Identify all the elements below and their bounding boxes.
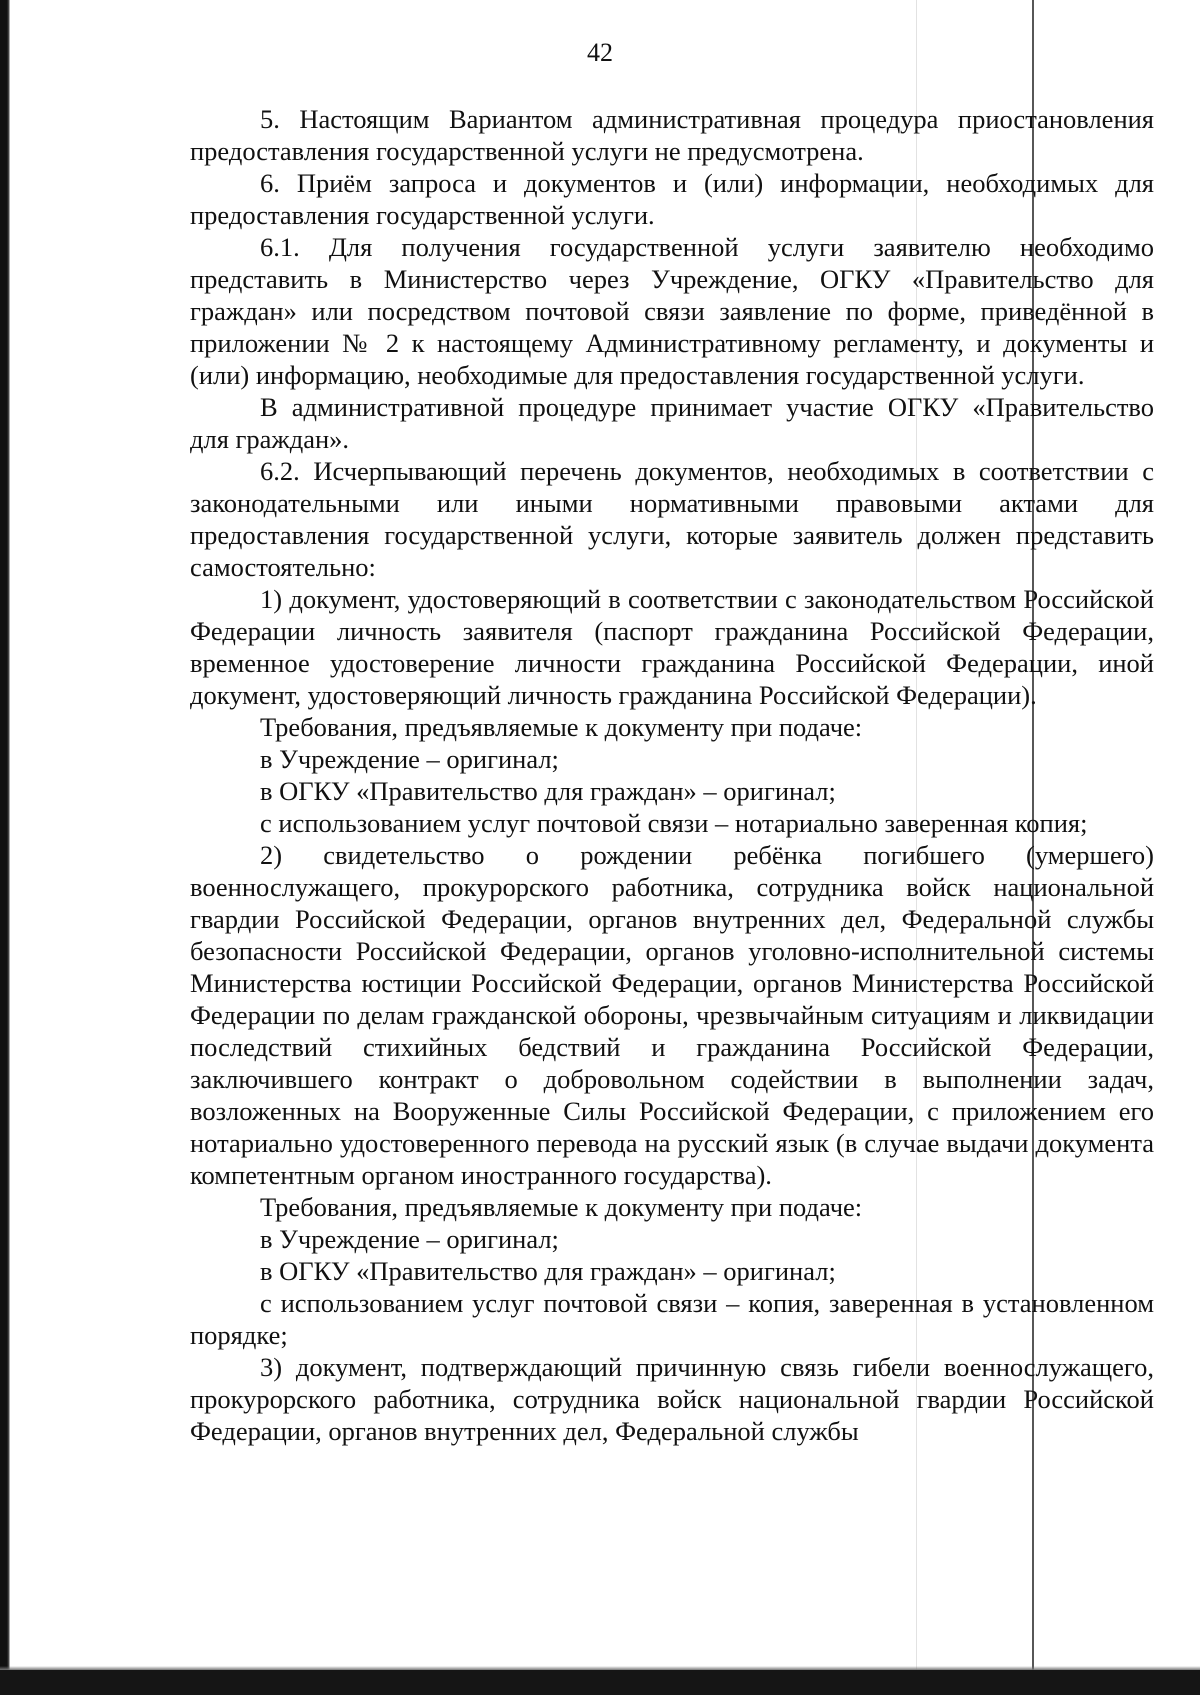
paragraph-participant: В административной процедуре принимает участие ОГКУ «Правительство для граждан».	[190, 392, 1154, 454]
list-item-3: 3) документ, подтверждающий причинную связь гибели военнослужащего, прокурорского работника, сотрудника войск национальной гвардии Российской Федерации, органов внутренних дел, Федеральной службы	[190, 1352, 1154, 1446]
paragraph-6-2: 6.2. Исчерпывающий перечень документов, необходимых в соответствии с законодательными или иными нормативными правовыми актами для предоставления государственной услуги, которые заявитель должен представить самостоятельно:	[190, 456, 1154, 582]
requirement-postal: с использованием услуг почтовой связи – копия, заверенная в установленном порядке;	[190, 1288, 1154, 1350]
paragraph-6-1: 6.1. Для получения государственной услуги заявителю необходимо представить в Министерство через Учреждение, ОГКУ «Правительство для граждан» или посредством почтовой связи заявление по форме, приведённой в приложении № 2 к настоящему Административному регламенту, и документы и (или) информацию, необходимые для предоставления государственной услуги.	[190, 232, 1154, 390]
paragraph-section-6: 6. Приём запроса и документов и (или) информации, необходимых для предоставления государственной услуги.	[190, 168, 1154, 230]
requirements-heading: Требования, предъявляемые к документу при подаче:	[260, 712, 863, 742]
requirement-postal: с использованием услуг почтовой связи – нотариально заверенная копия;	[260, 808, 1088, 838]
requirement-ogku: в ОГКУ «Правительство для граждан» – оригинал;	[260, 776, 836, 806]
page-number: 42	[587, 38, 613, 67]
document-body	[190, 103, 1154, 1447]
requirement-ogku: в ОГКУ «Правительство для граждан» – оригинал;	[260, 1256, 836, 1286]
requirements-heading: Требования, предъявляемые к документу при подаче:	[260, 1192, 863, 1222]
requirement-institution: в Учреждение – оригинал;	[260, 1224, 559, 1254]
paragraph-suspension: 5. Настоящим Вариантом административная процедура приостановления предоставления государственной услуги не предусмотрена.	[190, 104, 1154, 166]
scan-bottom-band	[0, 1670, 1200, 1695]
requirement-institution: в Учреждение – оригинал;	[260, 744, 559, 774]
scan-left-edge	[0, 0, 10, 1695]
list-item-2: 2) свидетельство о рождении ребёнка погибшего (умершего) военнослужащего, прокурорского работника, сотрудника войск национальной гвардии Российской Федерации, органов внутренних дел, Федеральной службы безопасности Российской Федерации, органов уголовно-исполнительной системы Министерства юстиции Российской Федерации, органов Министерства Российской Федерации по делам гражданской обороны, чрезвычайным ситуациям и ликвидации последствий стихийных бедствий и гражданина Российской Федерации, заключившего контракт о добровольном содействии в выполнении задач, возложенных на Вооруженные Силы Российской Федерации, с приложением его нотариально удостоверенного перевода на русский язык (в случае выдачи документа компетентным органом иностранного государства).	[190, 840, 1154, 1190]
list-item-1: 1) документ, удостоверяющий в соответствии с законодательством Российской Федерации личность заявителя (паспорт гражданина Российской Федерации, временное удостоверение личности гражданина Российской Федерации, иной документ, удостоверяющий личность гражданина Российской Федерации).	[190, 584, 1154, 710]
